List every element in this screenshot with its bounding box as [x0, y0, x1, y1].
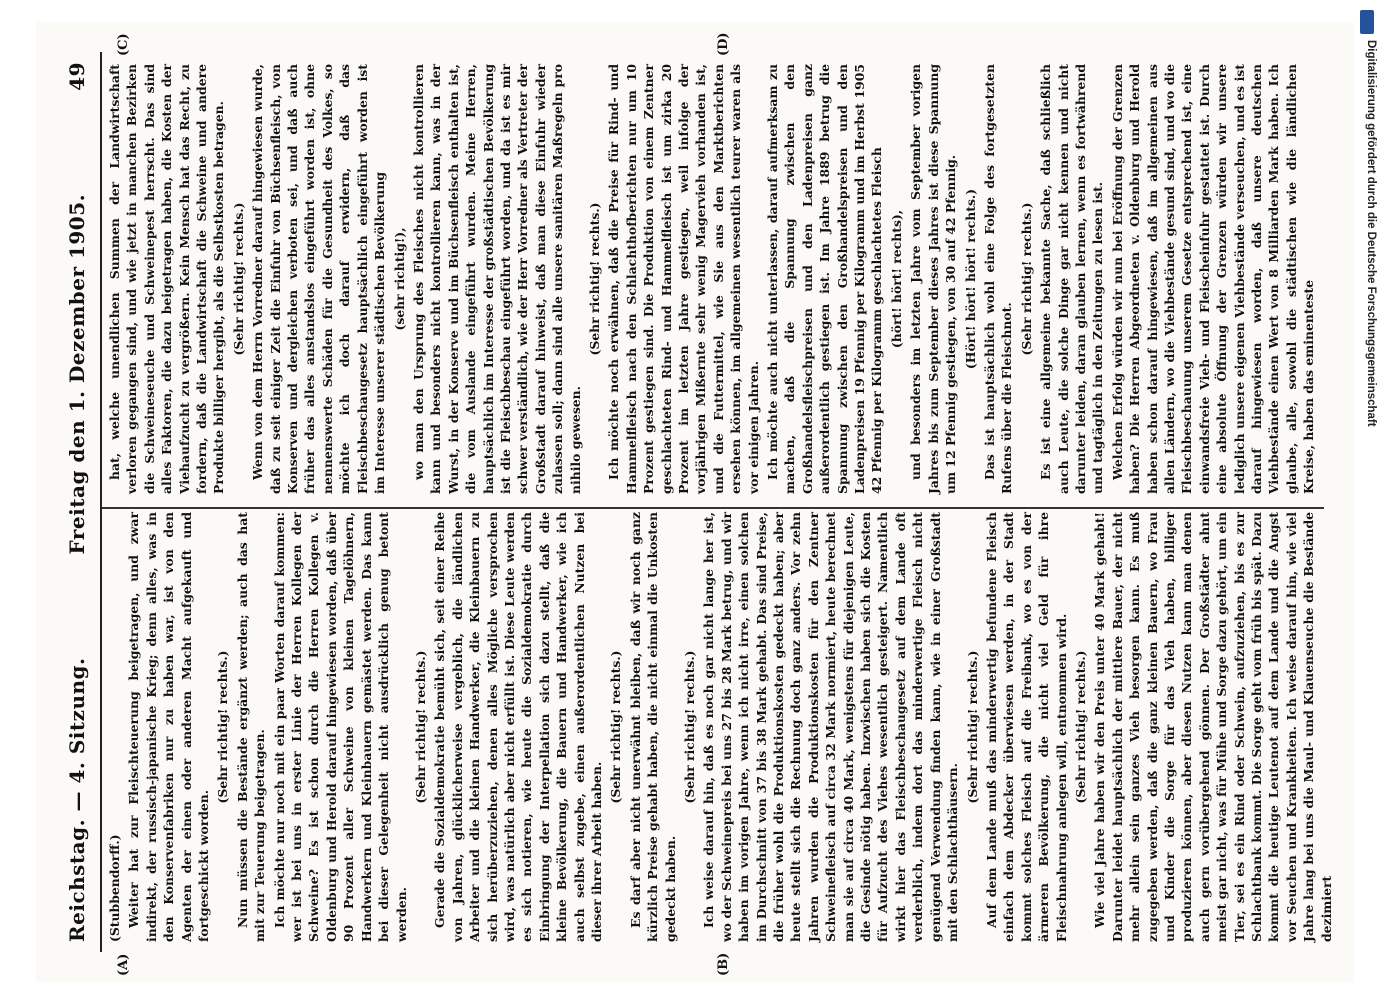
paragraph: Auf dem Lande muß das minderwertig befundene Fleisch einfach dem Abdecker überwiesen werden, in der Stadt kommt solches Fleisch auf die Freibank, wo es von der ärmeren Bevölkerung, die nicht viel Geld für ihre Fleischnahrung anlegen will, entnommen wird. — [983, 512, 1069, 942]
paragraph: hat, welche unendlichen Summen der Landwirtschaft verloren gegangen sind, und wie jetzt in manchen Bezirken die Schweineseuche und Schweinepest herrscht. Das sind alles Faktoren, die dazu beigetragen haben, die Kosten der Viehaufzucht zu vergrößern. Kein Mensch hat das Recht, zu fordern, daß die Landwirtschaft die Schweine und andere Produkte billiger hergibt, als die Selbstkosten betragen. — [107, 64, 227, 494]
credit-text: Digitalisierung gefördert durch die Deutsche Forschungsgemeinschaft — [1365, 40, 1377, 427]
rotated-page — [36, 22, 1354, 982]
paragraph: Ich möchte auch nicht unterlassen, darauf aufmerksam zu machen, daß die Spannung zwischen den Großhandelsfleischpreisen und den Ladenpreisen ganz außerordentlich gestiegen ist. Im Jahre 1889 betrug die Spannung zwischen den Großhandelspreisen und den Ladenpreisen 19 Pfennig per Kilogramm und im Herbst 1905 42 Pfennig per Kilogramm geschlachtetes Fleisch — [765, 64, 885, 494]
paragraph: und besonders im letzten Jahre vom September vorigen Jahres bis zum September dieses Jahres ist diese Spannung um 12 Pfennig gestiegen, von 30 auf 42 Pfennig. — [908, 64, 959, 494]
speaker-name: (Stubbendorff.) — [107, 834, 122, 942]
header-left: Reichstag. — 4. Sitzung. — [65, 657, 89, 942]
scanned-page — [36, 22, 1354, 982]
paragraph: Das ist hauptsächlich wohl eine Folge des fortgesetzten Rufens über die Fleischnot. — [981, 64, 1015, 494]
margin-marker-a: (A) — [116, 953, 131, 976]
dfg-logo — [1360, 10, 1374, 34]
header-rule — [100, 52, 102, 952]
paragraph: Nun müssen die Bestände ergänzt werden; auch das hat mit zur Teuerung beigetragen. — [234, 512, 268, 942]
running-head — [62, 62, 92, 942]
interjection: (Sehr richtig! rechts.) — [215, 650, 231, 804]
interjection: (hört! hört! rechts), — [888, 209, 904, 349]
interjection: (Hört! hört! hört! rechts.) — [962, 188, 978, 370]
interjection: (sehr richtig!), — [391, 227, 407, 331]
left-column — [106, 512, 1337, 942]
right-column — [106, 64, 1320, 494]
paragraph: Welchen Erfolg würden wir nun bei Eröffnung der Grenzen haben? Die Herren Abgeordneten v. Oldenburg und Herold haben schon darauf hingewiesen, daß im allgemeinen aus allen Ländern, wo die Viehbestände gesund sind, und wo die Fleischbeschauung unserem Gesetze entsprechend ist, eine einwandsfreie Vieh- und Fleischeinfuhr gestattet ist. Durch eine absolute Öffnung der Grenzen würden wir unsere lediglich unsere eigenen Viehbestände verseuchen, und es ist darauf hingewiesen worden, daß unsere deutschen Viehbestände einen Wert von 8 Milliarden Mark haben. Ich glaube, alle, sowohl die städtischen wie die ländlichen Kreise, haben das eminenteste — [1109, 64, 1317, 494]
paragraph: Es darf aber nicht unerwähnt bleiben, daß wir noch ganz kürzlich Preise gehabt haben, die nicht einmal die Unkosten gedeckt haben. — [627, 512, 678, 942]
paragraph: Ich möchte nur noch mit ein paar Worten darauf kommen: wer ist bei uns in erster Linie der Herren Kollegen der Schweine? Es ist schon durch die Herren Kollegen v. Oldenburg und Herold darauf hingewiesen worden, daß über 90 Prozent aller Schweine von kleinen Tagelöhnern, Handwerkern und Kleinbauern gemästet werden. Das kann bei dieser Gelegenheit nicht ausdrücklich genug betont werden. — [271, 512, 409, 942]
paragraph: Gerade die Sozialdemokratie bemüht sich, seit einer Reihe von Jahren, glücklicherweise vergeblich, die ländlichen Arbeiter und die kleinen Handwerker, die Kleinbauern zu sich herüberzuziehen, denen alles Mögliche versprochen wird, was natürlich aber nicht erfüllt ist. Diese Leute werden es sich notieren, wie heute die Sozialdemokratie durch Einbringung der Interpellation sich dazu stellt, daß die kleine Bevölkerung, die Bauern und Handwerker, wie ich auch selbst zugebe, einen außerordentlichen Nutzen bei dieser ihrer Arbeit haben. — [432, 512, 604, 942]
interjection: (Sehr richtig! rechts.) — [1072, 650, 1088, 804]
page-number: 49 — [65, 62, 89, 91]
column-divider — [102, 508, 1324, 510]
interjection: (Sehr richtig! rechts.) — [412, 650, 428, 804]
interjection: (Sehr richtig! rechts.) — [964, 650, 980, 804]
paragraph: Wenn von dem Herrn Vorredner darauf hingewiesen wurde, daß zu seit einiger Zeit die Einfuhr von Büchsenfleisch, von Konserven und dergleichen verboten sei, und daß auch früher das alles anstandslos eingeführt worden ist, ohne nennenswerte Schäden für die Gesundheit des Volkes, so möchte ich doch darauf erwidern, daß das Fleischbeschaugesetz hauptsächlich eingeführt worden ist im Interesse unserer städtischen Bevölkerung — [250, 64, 388, 494]
paragraph: wo man den Ursprung des Fleisches nicht kontrollieren kann und besonders nicht kontrollieren kann, was in der Wurst, in der Konserve und im Büchsenfleisch enthalten ist, die vom Auslande eingeführt wurden. Meine Herren, hauptsächlich im Interesse der großstädtischen Bevölkerung ist die Fleischbeschau eingeführt worden, und da ist es mir schwer verständlich, wie der Herr Vorredner als Vertreter der Großstadt darauf hinweist, daß man diese Einfuhr wieder zulassen soll; dann sind alle unsere sanitären Maßregeln pro nihilo gewesen. — [410, 64, 583, 494]
header-date: Freitag den 1. Dezember 1905. — [65, 193, 89, 555]
margin-marker-b: (B) — [716, 952, 731, 976]
interjection: (Sehr richtig! rechts.) — [682, 650, 697, 804]
interjection: (Sehr richtig! rechts.) — [608, 650, 624, 804]
interjection: (Sehr richtig! rechts.) — [230, 202, 246, 356]
interjection: (Sehr richtig! rechts.) — [1018, 202, 1034, 356]
margin-marker-c: (C) — [116, 33, 131, 56]
paragraph: Wie viel Jahre haben wir den Preis unter 40 Mark gehabt! Darunter leidet hauptsächlich der mittlere Bauer, der nicht mehr allein sein ganzes Vieh besorgen kann. Es muß zugegeben werden, daß die ganz kleinen Bauern, wo Frau und Kinder die Sorge für das Vieh haben, billiger produzieren können, aber diesen Nutzen kann man denen auch gern vorübergehend gönnen. Der Großstädter ahnt meist gar nicht, was für Mühe und Sorge dazu gehört, um ein Tier, sei es ein Rind oder Schwein, aufzuziehen, bis es zur Schlachtbank kommt. Die Sorge geht vom früh bis spät. Dazu kommt die heutige Leutenot auf dem Lande und die Angst vor Seuchen und Krankheiten. Ich weise darauf hin, wie viel Jahre lang bei uns die Maul- und Klauenseuche die Bestände dezimiert — [1092, 512, 1334, 942]
paragraph: Ich möchte noch erwähnen, daß die Preise für Rind- und Hammelfleisch nach den Schlachthofberichten nur um 10 Prozent gestiegen sind. Die Produktion von einem Zentner geschlachteten Rind- und Hammelfleisch ist um zirka 20 Prozent im letzten Jahre gestiegen, weil infolge der vorjährigen Mißernte sehr wenig Magervieh vorhanden ist, und die Futtermittel, wie Sie aus den Marktberichten ersehen können, im allgemeinen wesentlich teurer waren als vor einigen Jahren. — [606, 64, 761, 494]
interjection: (Sehr richtig! rechts.) — [586, 202, 602, 356]
paragraph: Ich weise darauf hin, daß es noch gar nicht lange her ist, wo der Schweinepreis bei uns 27 bis 28 Mark betrug, und wir haben im vorigen Jahre, wenn ich nicht irre, einen solchen im Durchschnitt von 37 bis 38 Mark gehabt. Das sind Preise, die früher wohl die Produktionskosten gedeckt haben; aber heute stellt sich die Rechnung doch ganz anders. Vor zehn Jahren wurden die Produktionskosten für den Zentner Schweinefleisch auf circa 32 Mark normiert, heute berechnet man sie auf circa 40 Mark, wenigstens für diejenigen Leute, die Gesinde nötig haben. Inzwischen haben sich die Kosten für Aufzucht des Viehes wesentlich gesteigert. Namentlich wirkt hier das Fleischbeschaugesetz auf dem Lande oft verderblich, indem dort das minderwertige Fleisch nicht genügend Verwendung finden kann, wie in einer Großstadt mit den Schlachthäusern. — [701, 512, 961, 942]
paragraph: Es ist eine allgemeine bekannte Sache, daß schließlich auch Leute, die solche Dinge gar nicht kennen und nicht darunter leiden, daran glauben lernen, wenn es fortwährend und tagtäglich in den Zeitungen zu lesen ist. — [1038, 64, 1106, 494]
digitization-credit — [1357, 40, 1377, 780]
margin-marker-d: (D) — [716, 32, 731, 56]
paragraph: Weiter hat zur Fleischteuerung beigetragen, und zwar indirekt, der russisch-japanische Krieg; denn alles, was in den Konservenfabriken nur zu haben war, ist von den Agenten der einen oder anderen Macht aufgekauft und fortgeschickt worden. — [126, 512, 212, 942]
